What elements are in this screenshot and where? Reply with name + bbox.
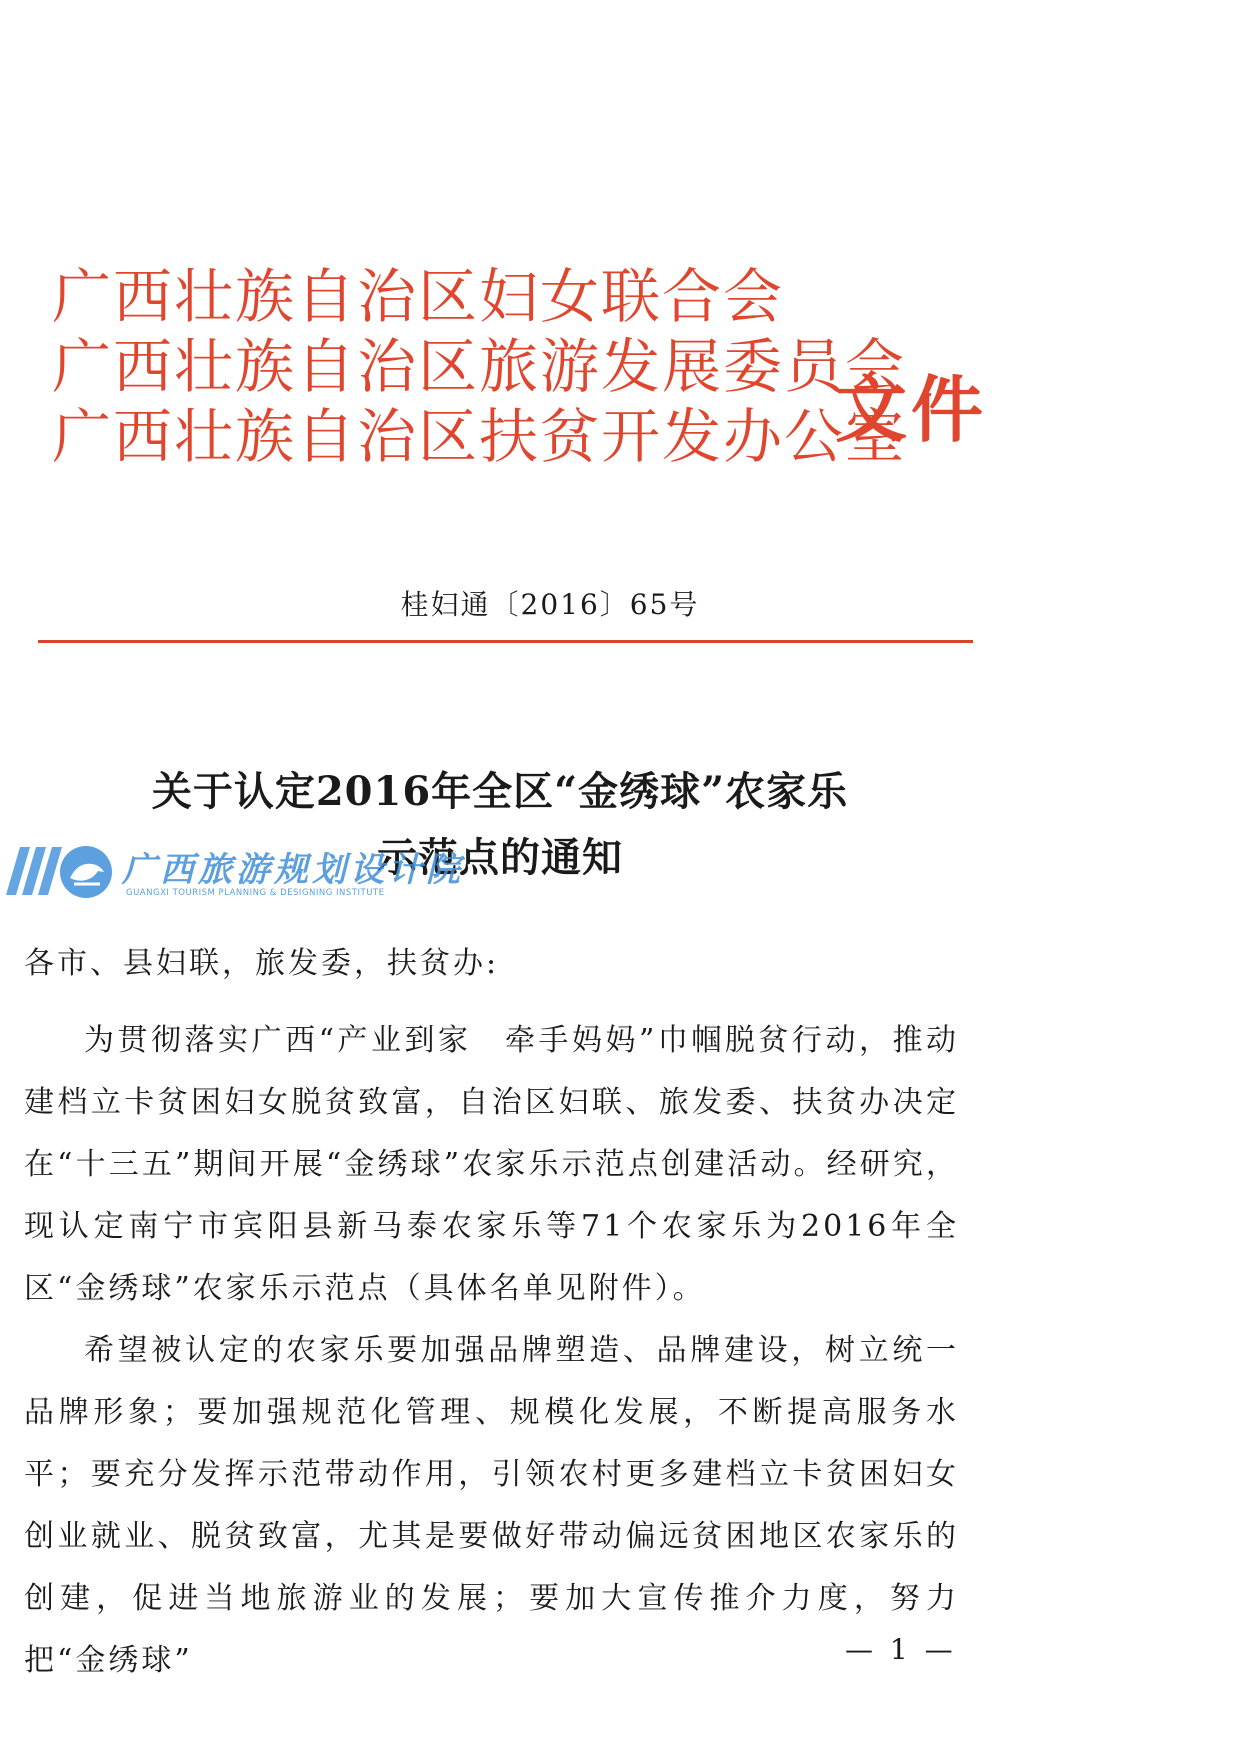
- document-label: 文件: [835, 367, 988, 452]
- salutation: 各市、县妇联，旅发委，扶贫办:: [24, 946, 500, 981]
- issuer-poverty-office: 广西壮族自治区扶贫开发办公室: [52, 402, 907, 471]
- page-number: — 1 —: [845, 1633, 957, 1666]
- paragraph-2-text: 希望被认定的农家乐要加强品牌塑造、品牌建设，树立统一品牌形象；要加强规范化管理、规模化发展，不断提高服务水平；要充分发挥示范带动作用，引领农村更多建档立卡贫困妇女创业就业、脱贫致富，尤其是要做好带动偏远贫困地区农家乐的创建，促进当地旅游业的发展；要加大宣传推介力度，努力把“金绣球”: [24, 1333, 959, 1678]
- institute-watermark: [6, 842, 464, 902]
- paragraph-1-text: 为贯彻落实广西“产业到家 牵手妈妈”巾帼脱贫行动，推动建档立卡贫困妇女脱贫致富，自治区妇联、旅发委、扶贫办决定在“十三五”期间开展“金绣球”农家乐示范点创建活动。经研究，现认定南宁市宾阳县新马泰农家乐等71个农家乐为2016年全区“金绣球”农家乐示范点（具体名单见附件）。: [24, 1023, 959, 1306]
- issuer-tourism-commission: 广西壮族自治区旅游发展委员会: [52, 332, 907, 401]
- document-number: 桂妇通〔2016〕65号: [400, 588, 700, 621]
- document-title-line-1: 关于认定2016年全区“金绣球”农家乐: [151, 768, 849, 815]
- issuer-womens-federation: 广西壮族自治区妇女联合会: [52, 262, 785, 331]
- paragraph: [24, 1010, 959, 1320]
- red-divider: [38, 640, 973, 643]
- watermark-chinese-text: 广西旅游规划设计院: [122, 850, 464, 890]
- paragraph: [24, 1320, 959, 1692]
- document-title-line-2: 示范点的通知: [377, 834, 623, 881]
- horse-logo-icon: [58, 844, 114, 900]
- watermark-english-text: GUANGXI TOURISM PLANNING & DESIGNING INSTITUTE: [126, 888, 385, 898]
- issuing-organizations: [52, 262, 952, 472]
